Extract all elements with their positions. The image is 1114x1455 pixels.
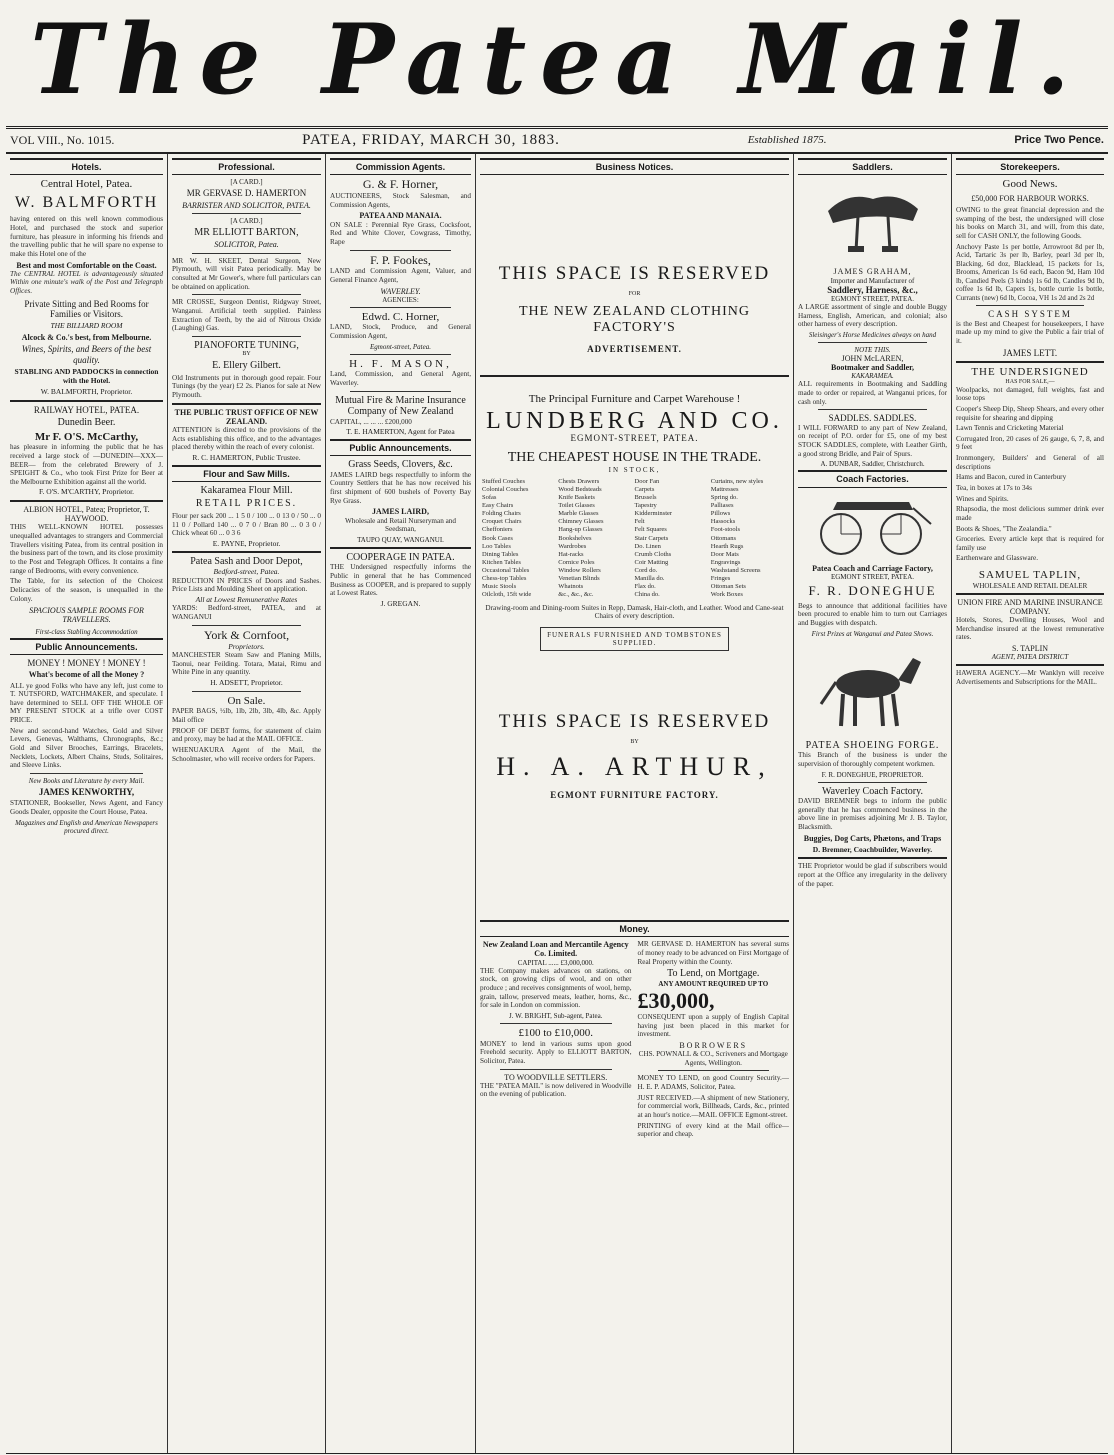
column-storekeepers (952, 154, 1108, 1453)
stock-item: Easy Chairs (482, 502, 514, 510)
divider (976, 305, 1084, 306)
ad-text: The CENTRAL HOTEL is advantageously situated Within one minute's walk of the Post and Telegraph Offices. (10, 269, 163, 296)
stock-item: Venetian Blinds (558, 575, 600, 583)
ad-text: THE "PATEA MAIL" is now delivered in Woodville on the evening of publication. (480, 1081, 632, 1099)
section-heading: Public Announcements. (10, 638, 163, 655)
ad-highlight: Wines, Spirits, and Beers of the best quality. (21, 344, 152, 365)
ad-text: having entered on this well known commodious Hotel, and purchased the stock and superior furniture, has pleasure in informing his friends and the travelling public that he will spare no expense to make this Hotel one of the (10, 215, 163, 258)
section-heading: Coach Factories. (798, 470, 947, 487)
ad-subhead: THE BILLIARD ROOM (50, 321, 123, 331)
ad-owner: W. BALMFORTH (14, 193, 159, 211)
reserved-name: THE NEW ZEALAND CLOTHING FACTORY'S (519, 304, 750, 336)
money-right (638, 940, 790, 1141)
ad-owner: H. F. MASON, (349, 357, 452, 370)
section-heading: Commission Agents. (330, 158, 471, 175)
ad-title: Patea Coach and Carriage Factory, (812, 563, 933, 573)
ad-item: Wines and Spirits. (956, 494, 1009, 503)
stock-item: Chess-top Tables (482, 575, 527, 583)
stock-column (711, 478, 787, 600)
ad-owner: MR ELLIOTT BARTON, (194, 226, 299, 238)
stock-item: Kidderminster (634, 510, 673, 518)
stock-item: Bookshelves (558, 534, 592, 542)
ad-item: Ironmongery, Builders' and General of all descriptions (956, 454, 1104, 471)
ad-signature: T. E. HAMERTON, Agent for Patea (346, 427, 455, 437)
divider (500, 1023, 612, 1024)
ad-title: THE UNDERSIGNED (971, 366, 1089, 379)
column-saddlers (794, 154, 952, 1453)
stock-item: Hearth Rugs (710, 542, 744, 550)
ad-role: AGENT, PATEA DISTRICT (991, 653, 1069, 662)
ad-text: MONEY TO LEND, on good Country Security.—H. E. P. ADAMS, Solicitor, Patea. (637, 1074, 789, 1092)
ad-title: Waverley Coach Factory. (821, 785, 923, 797)
divider (172, 403, 321, 405)
ad-item: Earthenware and Glassware. (956, 554, 1039, 563)
stock-item: Work Boxes (710, 591, 743, 599)
ad-text: MONEY to lend in various sums upon good Freehold security. Apply to ELLIOTT BARTON, Solicitor, Patea. (480, 1039, 632, 1065)
section-heading: Storekeepers. (956, 158, 1104, 175)
divider (330, 547, 471, 549)
ad-text: A LARGE assortment of single and double Buggy Harness, English, American, and colonial; also other harness of every description. (798, 302, 947, 329)
stock-item: Carpets (634, 485, 655, 493)
ad-title: SADDLES. SADDLES. (828, 413, 917, 424)
ad-text: JAMES LAIRD begs respectfully to inform the Country Settlers that he has now received his first shipment of 600 bushels of Poverty Bay Rye Grass. (330, 470, 471, 505)
section-heading: Public Announcements. (330, 439, 471, 456)
stock-item: Felt Squares (634, 526, 667, 534)
ad-signature: R. C. HAMERTON, Public Trustee. (192, 452, 301, 462)
ad-role: SOLICITOR, Patea. (214, 240, 279, 250)
ad-highlight: SPACIOUS SAMPLE ROOMS FOR TRAVELLERS. (29, 606, 144, 625)
stock-item: Felt (634, 518, 645, 526)
ad-role: Wholesale and Retail Nurseryman and Seedsman, (345, 516, 456, 534)
ad-place: PATEA AND MANAIA. (359, 211, 442, 221)
ad-place: TAUPO QUAY, WANGANUI. (357, 535, 444, 544)
ad-signature: A. DUNBAR, Saddler, Christchurch. (820, 460, 925, 469)
ad-title: Patea Sash and Door Depot, (190, 556, 303, 568)
ad-subhead: RETAIL PRICES. (195, 498, 298, 510)
ad-subhead: What's become of all the Money ? (28, 670, 145, 680)
coach-illustration (813, 494, 933, 558)
stock-item: Pillows (710, 510, 731, 518)
ad-text: Land, Commission, and General Agent, Waverley. (330, 370, 471, 388)
money-left (480, 940, 632, 1141)
divider (956, 361, 1104, 363)
stock-item: Toilet Glasses (558, 502, 595, 510)
divider (350, 307, 451, 308)
section-heading: Saddlers. (798, 158, 947, 175)
ad-text: MR W. H. SKEET, Dental Surgeon, New Plymouth, will visit Patea periodically. May be consulted at Mr Gower's, where full particulars can be obtained on application. (172, 256, 321, 291)
ad-amount: £30,000, (637, 987, 715, 1013)
ad-place: KAKARAMEA. (851, 372, 894, 381)
stock-item: Hat-racks (558, 550, 584, 558)
ad-text: AUCTIONEERS, Stock Salesman, and Commission Agents, (330, 192, 471, 209)
ad-signature: S. TAPLIN (1011, 644, 1049, 654)
masthead (6, 0, 1108, 120)
divider (658, 1070, 770, 1071)
section-heading: Money. (480, 920, 789, 937)
ad-owner: F. R. DONEGHUE (808, 582, 937, 598)
stock-item: Whatnots (558, 583, 584, 591)
ad-text: has pleasure in informing the public that he has received a large stock of —DUNEDIN—XXX—BEER— from the celebrated Brewery of J. SPEIGHT & Co., who took First Prize for Beer at the Melbourne Exhibition against all the world. (10, 443, 163, 486)
stock-item: Tapestry (634, 502, 657, 510)
ad-owner: MR GERVASE D. HAMERTON (186, 188, 307, 199)
ad-text: THE Company makes advances on stations, on stock, on growing clips of wool, and on other produce ; and receives consignments of wool, hemp, grain, tallow, preserved meats, leather, horns, &c., for sale in London on commission. (480, 966, 632, 1010)
ad-title: RAILWAY HOTEL, PATEA. (33, 404, 140, 415)
ad-text: MR GERVASE D. HAMERTON has several sums of money ready to be advanced on First Mortgage of Real Property within the County. (637, 940, 789, 966)
ad-text: THIS WELL-KNOWN HOTEL possesses unequalled advantages to strangers and Commercial Travellers visiting Patea, from its central position in the business part of the town, and its close proximity to the Post and Telegraph Offices. It contains a fine range of Bedrooms, with every convenience. (10, 523, 163, 575)
ad-title: CASH SYSTEM (988, 309, 1072, 320)
ad-item: Groceries. Every article kept that is required for family use (956, 535, 1104, 552)
ad-text: THE Proprietor would be glad if subscribers would report at the Office any irregularity in the delivery of the paper. (798, 862, 947, 888)
ad-owner: JAMES LAIRD, (372, 507, 429, 517)
stock-item: Door Mats (710, 550, 739, 558)
ad-owner: E. Ellery Gilbert. (212, 360, 281, 372)
ad-text: New and second-hand Watches, Gold and Silver Levers, Genevas, Walthams, Chronographs, &c.; Gold and Silver Brooches, Earrings, Bracelets, Necklets, Lockets, Albert Chains, Studs, Solitaires, and Sleeve Links. (10, 726, 163, 770)
section-heading: Hotels. (10, 158, 163, 175)
divider (10, 400, 163, 402)
stock-item: Spring do. (710, 493, 738, 501)
stock-item: China do. (634, 591, 660, 599)
section-heading: Business Notices. (480, 158, 789, 175)
ad-text: MR CROSSE, Surgeon Dentist, Ridgway Street, Wanganui. Artificial teeth supplied. Painless Extraction of Teeth, by the aid of Nitrous Oxide (Laughing) Gas. (172, 298, 321, 333)
stock-item: Music Stools (482, 583, 517, 591)
ad-highlight: THE CHEAPEST HOUSE IN THE TRADE. (507, 449, 762, 465)
divider (956, 664, 1104, 666)
ad-text: LAND and Commission Agent, Valuer, and General Finance Agent, (330, 267, 471, 284)
stock-item: Knife Baskets (558, 493, 595, 501)
ad-highlight: All at Lowest Remunerative Rates (195, 594, 298, 604)
stock-item: Oilcloth, 15ft wide (482, 591, 532, 599)
columns (6, 154, 1108, 1454)
stock-item: Cheffoniers (482, 526, 513, 534)
ad-text: Drawing-room and Dining-room Suites in Repp, Damask, Hair-cloth, and Leather. Wood and Cane-seat Chairs of every description. (485, 603, 784, 621)
section-heading: Professional. (172, 158, 321, 175)
ad-signature: J. W. BRIGHT, Sub-agent, Patea. (509, 1011, 603, 1020)
stock-item: Occasional Tables (482, 567, 530, 575)
divider (818, 782, 927, 783)
ad-signature: JAMES LETT. (1002, 347, 1058, 358)
stock-item: Stair Carpets (634, 534, 669, 542)
divider (350, 354, 451, 355)
stock-item: Wood Bedsteads (558, 485, 602, 493)
stock-item: Door Fan (634, 477, 660, 485)
ad-signature: F. R. DONEGHUE, PROPRIETOR. (821, 770, 924, 779)
divider (818, 409, 927, 410)
stock-item: Chimney Glasses (558, 518, 604, 526)
ad-street: EGMONT-STREET, PATEA. (570, 433, 699, 444)
ad-title: On Sale. (227, 694, 266, 707)
ad-title: Saddlery, Harness, &c., (827, 284, 918, 295)
reserved-by: BY (630, 738, 639, 745)
ad-signature: D. Bremner, Coachbuilder, Waverley. (812, 844, 933, 854)
ad-item: Woolpacks, not damaged, full weights, fast and loose tops (956, 385, 1104, 403)
ad-title: COOPERAGE IN PATEA. (346, 551, 455, 563)
reserved-title: THIS SPACE IS RESERVED (498, 710, 771, 732)
stock-column (558, 478, 634, 600)
ad-title: PATEA SHOEING FORGE. (805, 739, 940, 751)
stock-item: Folding Chairs (482, 510, 521, 518)
ad-text: REDUCTION IN PRICES of Doors and Sashes. Price Lists and Moulding Sheet on application. (172, 576, 321, 594)
ad-signature: W. BALMFORTH, Proprietor. (40, 387, 133, 397)
ad-title: ALBION HOTEL, Patea; Proprietor, T. HAYWOOD. (23, 505, 150, 524)
price-list: Anchovy Paste 1s per bottle, Arrowroot 8d per lb, Acid, Tartaric 3s per lb, Barley, pearl 3d per lb, Blacking, 6d doz, Blacklead, 15 packets for 1s, Brooms, American 1s 6d each, Bacon 9d, Ham 10d lb, Candied Peels (3 kinds) 1s 6d lb, Candles 9d lb, coffee 1s 6d lb, Capers 1s, bottle currie 1s bottle, Currants (new) 6d lb, Cocoa, VH 1s 2d and 2s 2d (956, 242, 1104, 302)
price: Price Two Pence. (1014, 134, 1104, 147)
ad-owner: G. & F. Horner, (362, 177, 439, 192)
stock-column (635, 478, 711, 600)
ad-text: ATTENTION is directed to the provisions of the Acts establishing this office, and to the advantages placed thereby within the reach of every colonist. (172, 425, 321, 452)
divider (956, 593, 1104, 595)
ad-text: Old Instruments put in thorough good repair. Four Tunings (by the year) £2 2s. Pianos for sale at New Plymouth. (172, 373, 321, 399)
ad-text: ON SALE : Perennial Rye Grass, Cocksfoot, Red and White Clover, Cowgrass, Timothy, Rape (330, 220, 471, 246)
divider (192, 213, 301, 214)
ad-capital: CAPITAL ...... £3,000,000. (517, 958, 594, 967)
ad-text: PRINTING of every kind at the Mail office—superior and cheap. (637, 1121, 789, 1139)
stock-item: Colonial Couches (482, 485, 529, 493)
reserved-space-1 (480, 263, 789, 354)
reserved-note: EGMONT FURNITURE FACTORY. (550, 789, 719, 800)
stock-item: Dining Tables (482, 550, 519, 558)
ad-text: PROOF OF DEBT forms, for statement of claim and proxy, may be had at the MAIL OFFICE. (172, 726, 321, 744)
price-list: Flour per sack 200 ... 1 5 0 / 100 ... 0 13 0 / 50 ... 0 11 0 / Pollard 140 ... 0 7 0 / Bran 80 ... 0 3 0 / Chick wheat 60 ... 0 3 6 (172, 511, 321, 538)
stock-item: Brussels (634, 493, 657, 501)
ad-subhead: New Books and Literature by every Mail. (28, 776, 145, 785)
ad-text: I WILL FORWARD to any part of New Zealand, on receipt of P.O. order for £5, one of my best STOCK SADDLES, complete, with Leather Girth, a good strong Bridle, and Pair of Spurs. (798, 423, 947, 458)
reserved-space-2 (480, 711, 789, 800)
ad-title: MONEY ! MONEY ! MONEY ! (27, 657, 146, 668)
ad-title: UNION FIRE AND MARINE INSURANCE COMPANY. (957, 597, 1103, 616)
ad-text: ALL ye good Folks who have any left, just come to T. NUTSFORD, WATCHMAKER, and speculate. I have determined to SELL OFF THE WHOLE OF MY PRESENT STOCK at a trifle over COST PRICE. (10, 681, 163, 725)
ad-item: Lawn Tennis and Cricketing Material (956, 424, 1064, 433)
stock-item: Sofas (482, 493, 497, 501)
reserved-title: THIS SPACE IS RESERVED (498, 263, 771, 285)
ad-item: Corrugated Iron, 20 cases of 26 gauge, 6, 7, 8, and 9 feet (956, 434, 1104, 452)
ad-owner: LUNDBERG AND CO. (486, 408, 783, 435)
ad-text: Hotels, Stores, Dwelling Houses, Wool and Merchandise insured at the lowest remunerative rates. (956, 616, 1104, 642)
ad-text: PAPER BAGS, ½lb, 1lb, 2lb, 3lb, 4lb, &c. Apply Mail office (172, 707, 321, 724)
ad-title: £100 to £10,000. (518, 1026, 594, 1039)
ad-text: JUST RECEIVED.—A shipment of new Stationery, for commercial work, Billheads, Cards, &c., printed at an hour's notice.—MAIL OFFICE Egmont-street. (637, 1093, 789, 1120)
stock-item: Book Cases (482, 534, 513, 542)
ad-text: MANCHESTER Steam Saw and Planing Mills, Taonui, near Feilding. Totara, Matai, Rimu and White Pine in any quantity. (172, 651, 321, 677)
ad-title: PIANOFORTE TUNING, (194, 339, 299, 351)
ad-text: LAND, Stock, Produce, and General Commission Agent, (330, 323, 471, 341)
dateline (6, 126, 1108, 154)
ad-role: BARRISTER AND SOLICITOR, PATEA. (182, 200, 311, 210)
horse-illustration (813, 644, 933, 734)
ad-subhead: First-class Stabling Accommodation (35, 627, 138, 636)
ad-text: CONSEQUENT upon a supply of English Capital having just been placed in this market for investment. (637, 1013, 789, 1039)
stock-item: Mattresses (710, 485, 739, 493)
ad-text: OWING to the great financial depression and the swamping of the best, the undersigned will close his books on March 31, and will, from this date, sell for CASH ONLY, the following Goods. (956, 206, 1104, 241)
ad-subhead: AGENCIES: (382, 295, 419, 304)
ad-highlight: Best and most Comfortable on the Coast. (16, 260, 157, 270)
established-year: Established 1875. (747, 134, 827, 147)
stock-item: Hang-up Glasses (558, 526, 603, 534)
ad-text: CAPITAL, ... ... ... £200,000 (330, 417, 412, 426)
stock-column (482, 478, 558, 600)
ad-highlight: Buggies, Dog Carts, Phætons, and Traps (803, 833, 942, 843)
stock-item: Washstand Screens (710, 567, 761, 575)
stock-item: Wardrobes (558, 542, 587, 550)
ad-place: Egmont-street, Patea. (370, 342, 431, 351)
ad-owner: SAMUEL TAPLIN, (978, 569, 1082, 582)
ad-item: Rhapsodia, the most delicious summer drink ever made (956, 505, 1104, 522)
section-heading: Flour and Saw Mills. (172, 465, 321, 482)
divider (798, 857, 947, 859)
ad-role: WHOLESALE AND RETAIL DEALER (972, 581, 1088, 590)
stock-item: Do. Linen (634, 542, 661, 550)
saddle-illustration (818, 181, 928, 261)
ad-highlight: £50,000 FOR HARBOUR WORKS. (971, 193, 1089, 203)
ad-owner: JAMES GRAHAM, (833, 267, 912, 277)
ad-text: WHENUAKURA Agent of the Mail, the Schoolmaster, who will receive orders for Papers. (172, 745, 321, 763)
ad-title: THE PUBLIC TRUST OFFICE OF NEW ZEALAND. (174, 407, 319, 426)
ad-owner: Edwd. C. Horner, (361, 310, 440, 323)
ad-title: TO WOODVILLE SETTLERS. (504, 1072, 608, 1082)
ad-item: Cooper's Sheep Dip, Sheep Shears, and every other requisite for shearing and dipping (956, 404, 1104, 422)
ad-signature: CHS. POWNALL & CO., Scriveners and Mortgage Agents, Wellington. (638, 1050, 788, 1067)
ad-role: Importer and Manufacturer of (830, 276, 915, 285)
stock-item: Window Rollers (558, 567, 601, 575)
column-business-notices (476, 154, 794, 1453)
ad-subhead: BORROWERS (679, 1040, 748, 1050)
stock-item: Stuffed Couches (482, 477, 526, 485)
stock-item: Ottomans (710, 534, 737, 542)
ad-text: ALL requirements in Bootmaking and Saddling made to order or repaired, at Wanganui prices, for cash only. (798, 380, 947, 406)
ad-text: YARDS: Bedford-street, PATEA, and at WANGANUI (172, 604, 321, 622)
stock-item: Croquet Chairs (482, 518, 522, 526)
ad-item: Boots & Shoes, "The Zealandia." (956, 524, 1052, 533)
ad-text: The Table, for its selection of the Choicest Delicacies of the season, is unequalled in the Colony. (10, 577, 163, 603)
divider (192, 625, 301, 626)
ad-subhead: HAS FOR SALE,— (1005, 378, 1055, 385)
stock-item: Foot-stools (710, 526, 741, 534)
masthead-title: The Patea Mail. (30, 3, 1084, 116)
ad-owner: Mr F. O'S. McCarthy, (34, 430, 139, 443)
stock-item: Chests Drawers (558, 477, 600, 485)
divider (172, 551, 321, 553)
ad-title: York & Cornfoot, (203, 627, 290, 642)
stock-item: Fringes (710, 575, 731, 583)
ad-text: HAWERA AGENCY.—Mr Wanklyn will receive Advertisements and Subscriptions for the MAIL. (956, 669, 1104, 686)
ad-owner: JOHN McLAREN, (841, 353, 904, 363)
stock-item: Coir Matting (634, 558, 669, 566)
ad-highlight: Alcock & Co.'s best, from Melbourne. (21, 333, 152, 342)
divider (192, 691, 301, 692)
divider (350, 391, 451, 392)
stock-item: Cord do. (634, 567, 658, 575)
ad-signature: E. PAYNE, Proprietor. (212, 538, 281, 548)
stock-item: &c., &c., &c. (558, 591, 594, 599)
ad-street: EGMONT STREET, PATEA. (830, 572, 915, 581)
column-professional (168, 154, 326, 1453)
divider (10, 500, 163, 502)
ad-text: DAVID BREMNER begs to inform the public generally that he has commenced business in the above line in premises adjoining Mr J. B. Taylor, Blacksmith. (798, 797, 947, 832)
ad-role: Bootmaker and Saddler, (831, 363, 914, 373)
ad-subhead: ANY AMOUNT REQUIRED UP TO (658, 979, 769, 988)
ad-text: is the Best and Cheapest for housekeepers, I have made up my mind to give the Public a fair trial of it. (956, 319, 1104, 346)
stock-item: Ottoman Sets (710, 583, 746, 591)
reserved-note: ADVERTISEMENT. (587, 344, 682, 355)
ad-role: Proprietors. (228, 641, 265, 651)
ad-signature: H. ADSETT, Proprietor. (210, 678, 283, 688)
stock-item: Crumb Cloths (634, 550, 672, 558)
ad-title: Central Hotel, Patea. (40, 178, 133, 191)
money-columns (480, 940, 789, 1141)
stock-list (480, 474, 789, 604)
ad-street: EGMONT STREET, PATEA. (830, 294, 915, 303)
divider (30, 773, 143, 774)
ad-title: To Lend, on Mortgage. (667, 968, 760, 980)
ad-owner: F. P. Fookes, (370, 252, 431, 267)
stock-item: Flax do. (634, 583, 656, 591)
ad-text: This Branch of the business is under the supervision of thoroughly competent workmen. (798, 751, 947, 768)
stock-item: Marble Glasses (558, 510, 599, 518)
ad-title: Good News. (1002, 178, 1058, 191)
ad-signature: J. GREGAN. (380, 598, 421, 608)
divider (480, 375, 789, 377)
card-label: [A CARD.] (230, 216, 263, 225)
stock-item: Loo Tables (482, 542, 511, 550)
ad-place: WAVERLEY. (380, 286, 421, 296)
ad-item: Hams and Bacon, cured in Canterbury (956, 473, 1067, 482)
reserved-for: FOR (628, 291, 641, 298)
ad-title: Kakaramea Flour Mill. (200, 484, 293, 496)
stock-item: Engravings (710, 558, 741, 566)
column-commission (326, 154, 476, 1453)
ad-text: STATIONER, Bookseller, News Agent, and Fancy Goods Dealer, opposite the Court House, Patea. (10, 799, 163, 816)
ad-highlight: STABLING AND PADDOCKS in connection with the Hotel. (14, 366, 159, 385)
divider (818, 342, 927, 343)
funeral-box: FUNERALS FURNISHED AND TOMBSTONES SUPPLIED. (540, 627, 729, 651)
ad-subhead: IN STOCK, (608, 465, 661, 474)
divider (350, 250, 451, 251)
ad-title: Grass Seeds, Clovers, &c. (348, 459, 453, 471)
ad-subhead: NOTE THIS. (854, 345, 891, 354)
divider (500, 1069, 612, 1070)
stock-item: Cornice Poles (558, 558, 595, 566)
ad-highlight: Private Sitting and Bed Rooms for Families or Visitors. (24, 298, 149, 320)
ad-text: Begs to announce that additional facilities have been procured to enable him to turn out Carriages and Buggies with despatch. (798, 601, 947, 628)
place-date: PATEA, FRIDAY, MARCH 30, 1883. (302, 131, 560, 148)
stock-item: Manilla do. (634, 575, 665, 583)
ad-subhead: Dunedin Beer. (57, 417, 116, 429)
ad-signature: F. O'S. M'CARTHY, Proprietor. (38, 487, 135, 497)
ad-item: Tea, in boxes at 17s to 34s (956, 484, 1032, 492)
ad-by: BY (242, 351, 251, 358)
stock-item: Kitchen Tables (482, 558, 521, 566)
reserved-name: H. A. ARTHUR, (496, 751, 773, 781)
ad-text: THE Undersigned respectfully informs the Public in general that he has Commenced Business as COOPER, and is prepared to supply at Lowest Rates. (330, 563, 471, 598)
stock-item: Hassocks (710, 518, 736, 526)
volume-number: VOL VIII., No. 1015. (10, 132, 115, 147)
divider (192, 336, 301, 337)
column-hotels (6, 154, 168, 1453)
card-label: [A CARD.] (230, 178, 263, 187)
ad-footer: Magazines and English and American Newspapers procured direct. (15, 818, 158, 835)
divider (192, 253, 301, 254)
ad-subhead: Bedford-street, Patea. (213, 566, 280, 576)
ad-note: Sleisinger's Horse Medicines always on hand (808, 330, 937, 339)
stock-item: Palliases (710, 502, 734, 510)
ad-title: Mutual Fire & Marine Insurance Company of New Zealand (335, 394, 466, 418)
divider (192, 294, 301, 295)
ad-title: New Zealand Loan and Mercantile Agency Co. Limited. (482, 940, 629, 959)
stock-item: Curtains, new styles (710, 477, 764, 485)
ad-owner: JAMES KENWORTHY, (38, 786, 135, 797)
ad-highlight: First Prizes at Wanganui and Patea Shows. (811, 629, 934, 638)
ad-tagline: The Principal Furniture and Carpet Warehouse ! (528, 392, 741, 405)
